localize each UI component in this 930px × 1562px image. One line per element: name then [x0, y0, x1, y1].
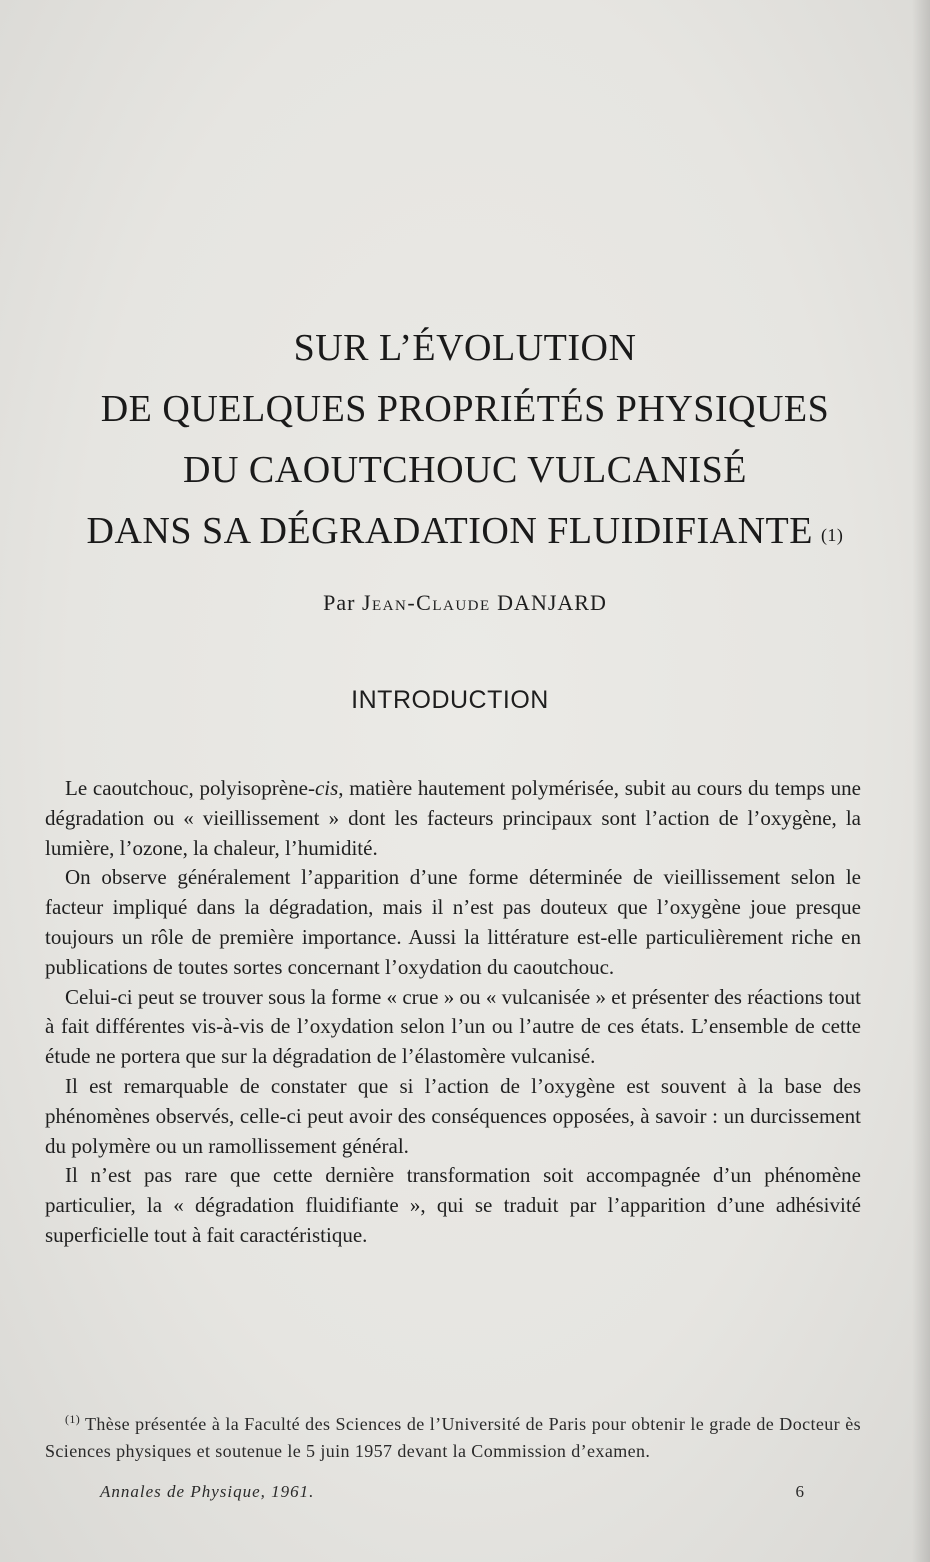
paragraph: Il est remarquable de constater que si l’action de l’oxygène est souvent à la base des phénomènes observés, celle-ci peut avoir des conséquences opposées, à savoir : un durcissement du polymère ou un ramollissement général. — [45, 1073, 861, 1158]
title-line-text: DANS SA DÉGRADATION FLUIDIFIANTE — [86, 510, 813, 552]
page-edge-shadow — [912, 0, 930, 1562]
title-line — [40, 501, 890, 562]
paragraph-italic: cis — [314, 776, 339, 800]
footnote — [45, 1406, 861, 1465]
title-footnote-mark: (1) — [820, 525, 844, 545]
journal-reference: Annales de Physique, 1961. — [100, 1482, 315, 1501]
title-line: DU CAOUTCHOUC VULCANISÉ — [183, 449, 747, 491]
byline-prefix: Par — [323, 590, 356, 615]
title-line: SUR L’ÉVOLUTION — [293, 327, 637, 369]
footnote-text: Thèse présentée à la Faculté des Sciences de l’Université de Paris pour obtenir le grade de Docteur ès Sciences physiques et soutenue le 5 juin 1957 devant la Commission d’examen. — [45, 1414, 861, 1461]
paragraph: Il n’est pas rare que cette dernière transformation soit accompagnée d’un phénomène particulier, la « dégradation fluidifiante », qui se traduit par l’apparition d’une adhésivité superficielle tout à fait caractéristique. — [45, 1163, 861, 1247]
author-first-name: Jean-Claude — [361, 590, 491, 615]
paragraph — [45, 774, 861, 863]
paragraph: On observe généralement l’apparition d’une forme déterminée de vieillissement selon le facteur impliqué dans la dégradation, mais il n’est pas douteux que l’oxygène joue presque toujours un rôle de première importance. Aussi la littérature est-elle particulièrement riche en publications de toutes sortes concernant l’oxydation du caoutchouc. — [45, 865, 861, 979]
page-number: 6 — [795, 1482, 805, 1501]
byline — [0, 590, 930, 616]
title-line: DE QUELQUES PROPRIÉTÉS PHYSIQUES — [100, 388, 830, 430]
paragraph: Celui-ci peut se trouver sous la forme « crue » ou « vulcanisée » et présenter des réactions tout à fait différentes vis-à-vis de l’oxydation selon l’un ou l’autre de ces états. L’ensemble de cette étude ne portera que sur la dégradation de l’élastomère vulcanisé. — [45, 984, 861, 1069]
paragraph-text: Le caoutchouc, polyisoprène- — [65, 776, 315, 800]
author-last-name: DANJARD — [497, 590, 607, 615]
footnote-mark: (1) — [65, 1412, 81, 1426]
paragraph-text: , matière hautement polymérisée, subit au cours du temps une dégradation ou « vieillissement » dont les facteurs principaux sont l’action de l’oxygène, la lumière, l’ozone, la chaleur, l’humidité. — [45, 776, 861, 860]
body-text — [45, 774, 861, 1251]
article-title — [40, 318, 890, 562]
section-heading: INTRODUCTION — [351, 686, 549, 714]
